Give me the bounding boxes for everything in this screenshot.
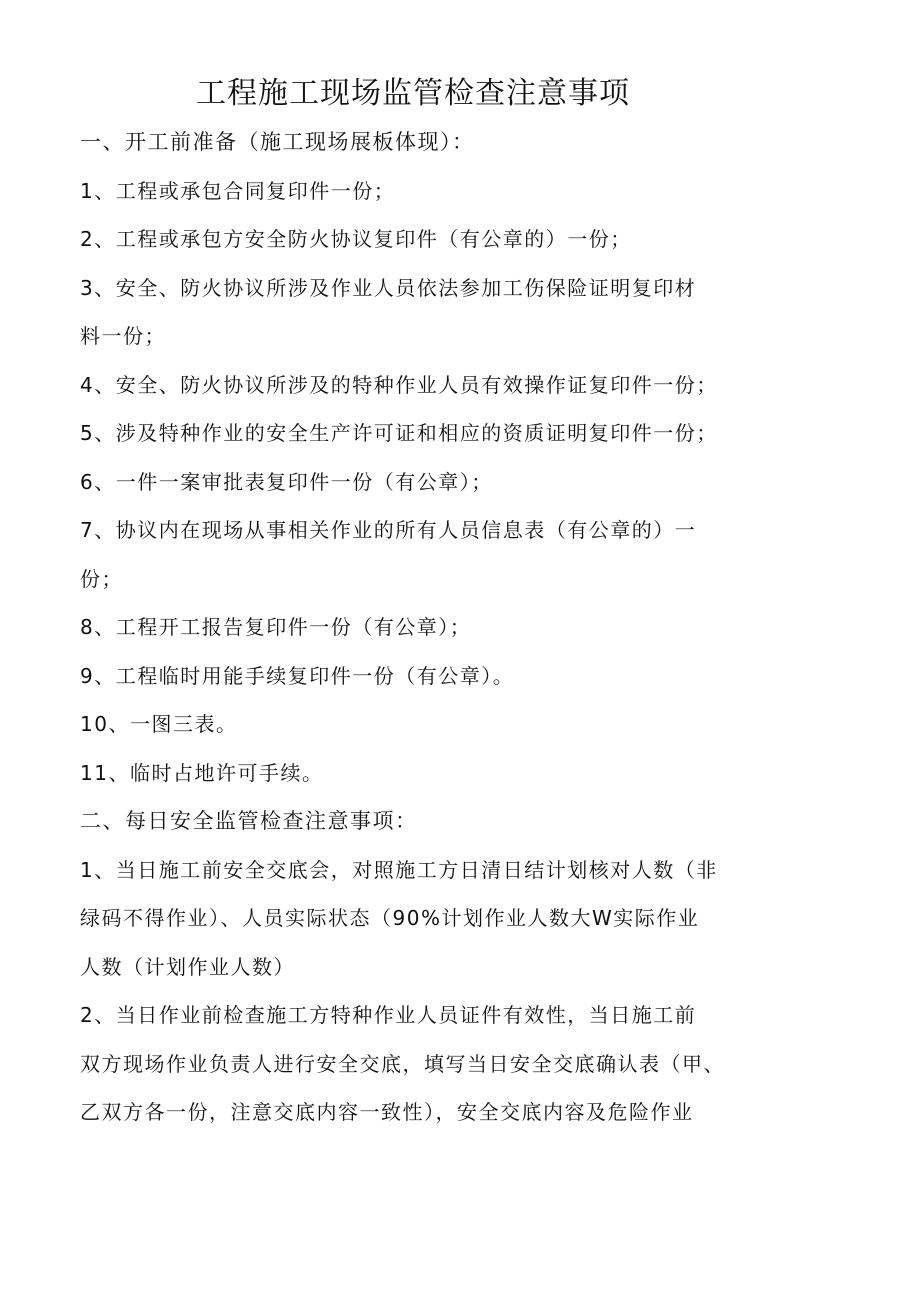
list-item-1-11: 11、临时占地许可手续。 (80, 760, 324, 785)
list-item-1-7-cont: 份； (80, 566, 123, 591)
list-item-1-3-cont: 料一份； (80, 324, 166, 348)
list-item-1-9: 9、工程临时用能手续复印件一份（有公章）。 (80, 663, 515, 688)
section-heading-2: 二、每日安全监管检查注意事项： (80, 809, 418, 833)
list-item-2-1-cont-b: 人数（计划作业人数） (80, 954, 295, 979)
list-item-2-1-cont-a: 绿码不得作业）、人员实际状态（90%计划作业人数大W实际作业 (80, 906, 700, 930)
document-title: 工程施工现场监管检查注意事项 (196, 76, 630, 111)
list-item-2-2-cont-a: 双方现场作业负责人进行安全交底，填写当日安全交底确认表（甲、 (80, 1051, 725, 1076)
list-item-1-10: 10、一图三表。 (80, 712, 238, 736)
list-item-2-2: 2、当日作业前检查施工方特种作业人员证件有效性，当日施工前 (80, 1003, 697, 1027)
list-item-1-5: 5、涉及特种作业的安全生产许可证和相应的资质证明复印件一份； (80, 421, 718, 445)
list-item-1-7: 7、协议内在现场从事相关作业的所有人员信息表（有公章的）一 (80, 518, 697, 542)
list-item-1-1: 1、工程或承包合同复印件一份； (80, 178, 396, 203)
list-item-1-4: 4、安全、防火协议所涉及的特种作业人员有效操作证复印件一份； (80, 372, 718, 397)
document-body (80, 118, 770, 1137)
list-item-2-2-cont-b: 乙双方各一份，注意交底内容一致性），安全交底内容及危险作业 (80, 1100, 694, 1124)
section-heading-1: 一、开工前准备（施工现场展板体现）： (80, 130, 475, 154)
list-item-1-8: 8、工程开工报告复印件一份（有公章）； (80, 615, 472, 639)
list-item-1-3: 3、安全、防火协议所涉及作业人员依法参加工伤保险证明复印材 (80, 275, 697, 300)
list-item-1-6: 6、一件一案审批表复印件一份（有公章）； (80, 469, 493, 494)
list-item-1-2: 2、工程或承包方安全防火协议复印件（有公章的）一份； (80, 227, 632, 251)
list-item-2-1: 1、当日施工前安全交底会，对照施工方日清日结计划核对人数（非 (80, 857, 718, 882)
